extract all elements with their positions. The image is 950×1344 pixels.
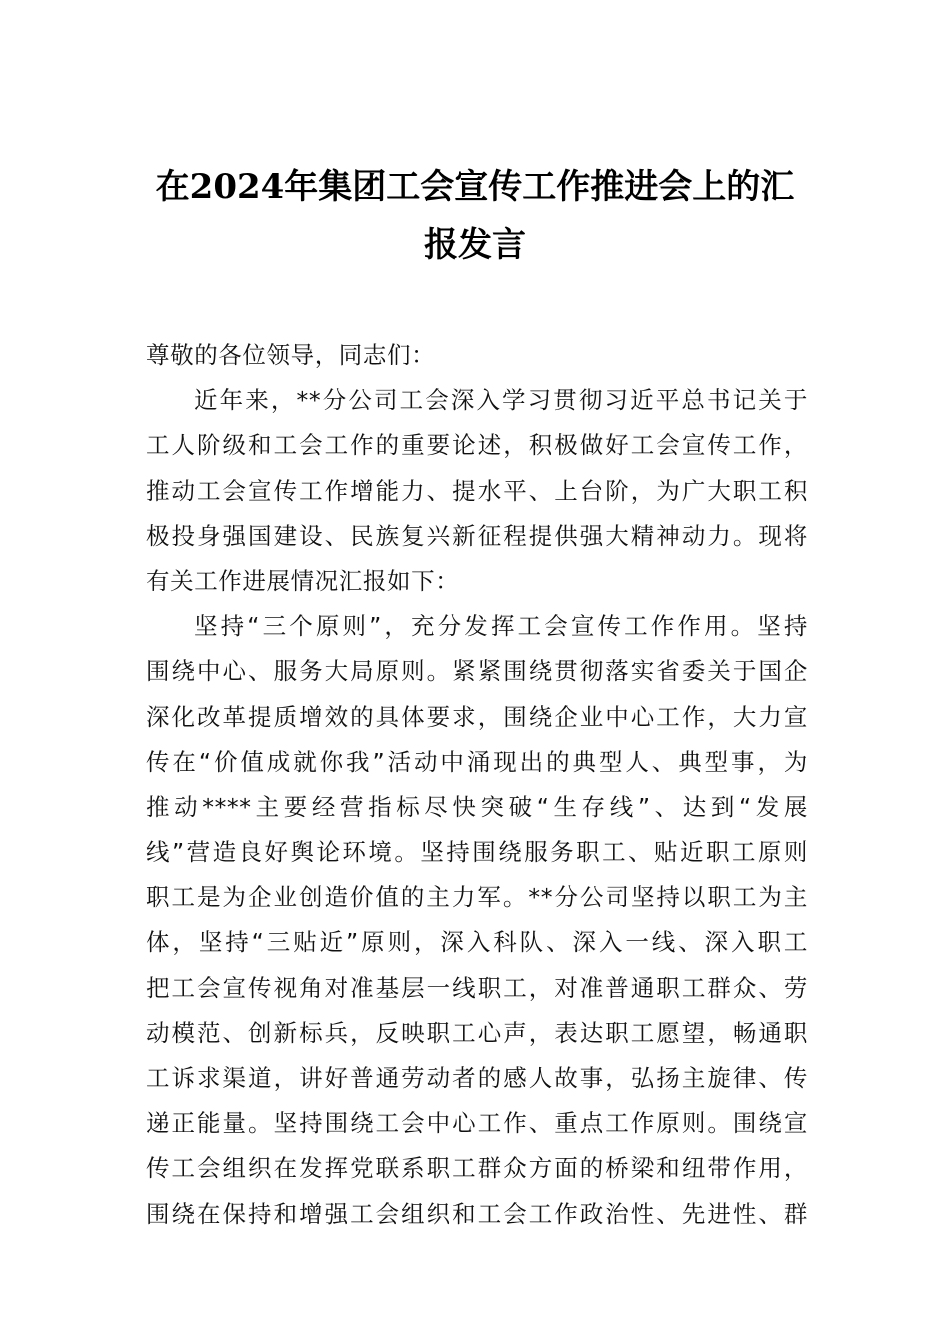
paragraph-line: 推动****主要经营指标尽快突破“生存线”、达到“发展 [146,792,808,821]
paragraph-line: 体，坚持“三贴近”原则，深入科队、深入一线、深入职工 [146,928,808,957]
paragraph-line: 推动工会宣传工作增能力、提水平、上台阶，为广大职工积 [146,476,808,505]
paragraph-line: 围绕中心、服务大局原则。紧紧围绕贯彻落实省委关于国企 [146,657,808,686]
paragraph-line: 深化改革提质增效的具体要求，围绕企业中心工作，大力宣 [146,702,808,731]
paragraph-line: 极投身强国建设、民族复兴新征程提供强大精神动力。现将 [146,521,808,550]
paragraph-line: 传工会组织在发挥党联系职工群众方面的桥梁和纽带作用， [146,1154,808,1183]
paragraph-line: 工人阶级和工会工作的重要论述，积极做好工会宣传工作， [146,431,808,460]
paragraph-line: 线”营造良好舆论环境。坚持围绕服务职工、贴近职工原则 [146,838,808,867]
paragraph-line: 传在“价值成就你我”活动中涌现出的典型人、典型事，为 [146,747,808,776]
paragraph-line: 近年来，**分公司工会深入学习贯彻习近平总书记关于 [194,386,808,415]
document-body [146,333,808,1237]
paragraph-line: 工诉求渠道，讲好普通劳动者的感人故事，弘扬主旋律、传 [146,1064,808,1092]
paragraph-line: 把工会宣传视角对准基层一线职工，对准普通职工群众、劳 [146,973,808,1002]
paragraph-line: 围绕在保持和增强工会组织和工会工作政治性、先进性、群 [146,1199,808,1228]
paragraph-line: 递正能量。坚持围绕工会中心工作、重点工作原则。围绕宣 [146,1109,808,1138]
paragraph-line: 动模范、创新标兵，反映职工心声，表达职工愿望，畅通职 [146,1018,808,1047]
document-title [130,158,820,274]
title-line-2: 报发言 [424,225,526,265]
paragraph-line: 职工是为企业创造价值的主力军。**分公司坚持以职工为主 [146,883,808,912]
paragraph-line: 有关工作进展情况汇报如下： [146,566,460,595]
salutation: 尊敬的各位领导，同志们： [146,341,436,369]
paragraph-line: 坚持“三个原则”，充分发挥工会宣传工作作用。坚持 [194,612,808,641]
title-line-1: 在2024年集团工会宣传工作推进会上的汇 [155,167,795,207]
